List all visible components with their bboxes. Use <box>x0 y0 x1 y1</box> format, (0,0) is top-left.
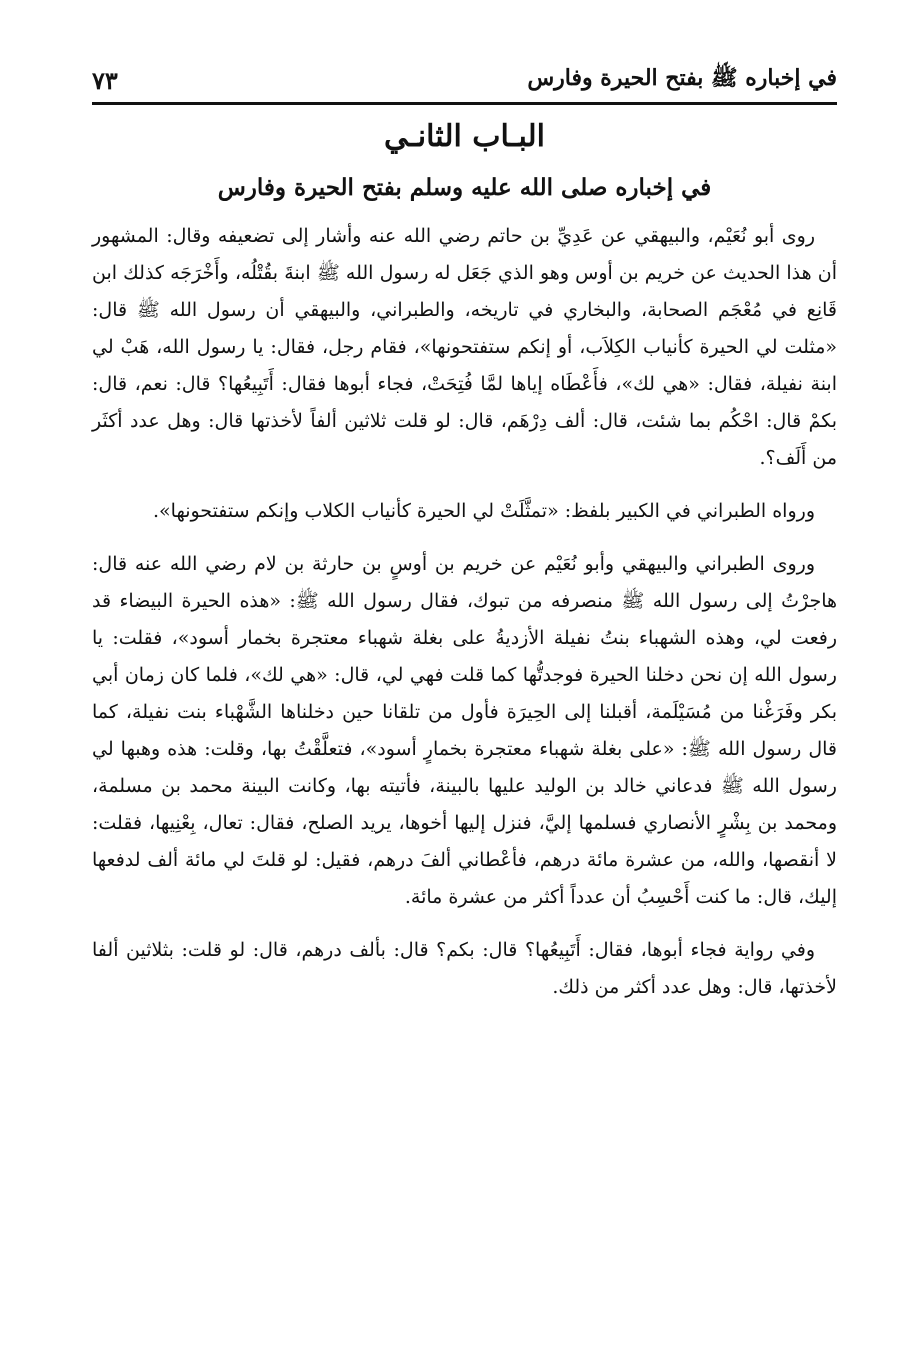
paragraph-3: وروى الطبراني والبيهقي وأبو نُعَيْم عن خريم بن أوسٍ بن حارثة بن لام رضي الله عنه قال: هاجرْتُ إلى رسول الله ﷺ منصرفه من تبوك، فقال رسول الله ﷺ: «هذه الحيرة البيضاء قد رفعت لي، وهذه الشهباء بنتُ نفيلة الأزديةُ على بغلة شهباء معتجرة بخمار أسود»، فقلت: يا رسول الله إن نحن دخلنا الحيرة فوجدتُّها كما قلت فهي لي، قال: «هي لك»، فلما كان زمان أبي بكر وفَرَغْنا من مُسَيْلَمة، أقبلنا إلى الحِيرَة فأول من تلقانا حين دخلناها الشَّهْباء بنت نفيلة، كما قال رسول الله ﷺ: «على بغلة شهباء معتجرة بخمارٍ أسود»، فتعلَّقْتُ بها، وقلت: هذه وهبها لي رسول الله ﷺ فدعاني خالد بن الوليد عليها بالبينة، فأتيته بها، وكانت البينة محمد بن مسلمة، ومحمد بن بِشْرٍ الأنصاري فسلمها إليَّ، فنزل إليها أخوها، يريد الصلح، فقال: تعال، بِعْنِيها، فقلت: لا أنقصها، والله، من عشرة مائة درهم، فأعْطاني ألفَ درهم، فقيل: لو قلتَ لي مائة ألف لدفعها إليك، قال: ما كنت أَحْسِبُ أن عدداً أكثر من عشرة مائة. <box>92 553 837 908</box>
page-number: ٧٣ <box>92 65 118 95</box>
running-header <box>92 58 837 105</box>
paragraph-1: روى أبو نُعَيْم، والبيهقي عن عَدِيِّ بن حاتم رضي الله عنه وأشار إلى تضعيفه وقال: المشهور أن هذا الحديث عن خريم بن أوس وهو الذي جَعَل له رسول الله ﷺ ابنةَ بقُتْلُه، وأَخْرَجَه كذلك ابن قَانِع في مُعْجَم الصحابة، والبخاري في تاريخه، والطبراني، والبيهقي أن رسول الله ﷺ قال: «مثلت لي الحيرة كأنياب الكِلاَب، أو إنكم ستفتحونها»، فقام رجل، فقال: يا رسول الله، هَبْ لي ابنة نفيلة، فقال: «هي لك»، فأَعْطَاه إياها لمَّا فُتِحَتْ، فجاء أبوها فقال: أَتَبِيعُها؟ قال: نعم، قال: بكمْ قال: احْكُم بما شئت، قال: ألف دِرْهَم، قال: لو قلت ثلاثين ألفاً لأخذتها قال: وهل عدد أكثَر من أَلَف؟. <box>92 225 837 469</box>
running-header-title: في إخباره ﷺ بفتح الحيرة وفارس <box>527 65 837 91</box>
paragraph-4: وفي رواية فجاء أبوها، فقال: أَتَبِيعُها؟ قال: بكم؟ قال: بألف درهم، قال: لو قلت: بثلاثين ألفا لأخذتها، قال: وهل عدد أكثر من ذلك. <box>92 939 837 998</box>
body-text <box>92 218 837 1022</box>
paragraph-2: ورواه الطبراني في الكبير بلفظ: «تمثَّلَتْ لي الحيرة كأنياب الكلاب وإنكم ستفتحونها». <box>152 500 815 522</box>
chapter-title: البـاب الثانـي <box>384 119 545 154</box>
chapter-subtitle: في إخباره صلى الله عليه وسلم بفتح الحيرة وفارس <box>217 174 712 201</box>
